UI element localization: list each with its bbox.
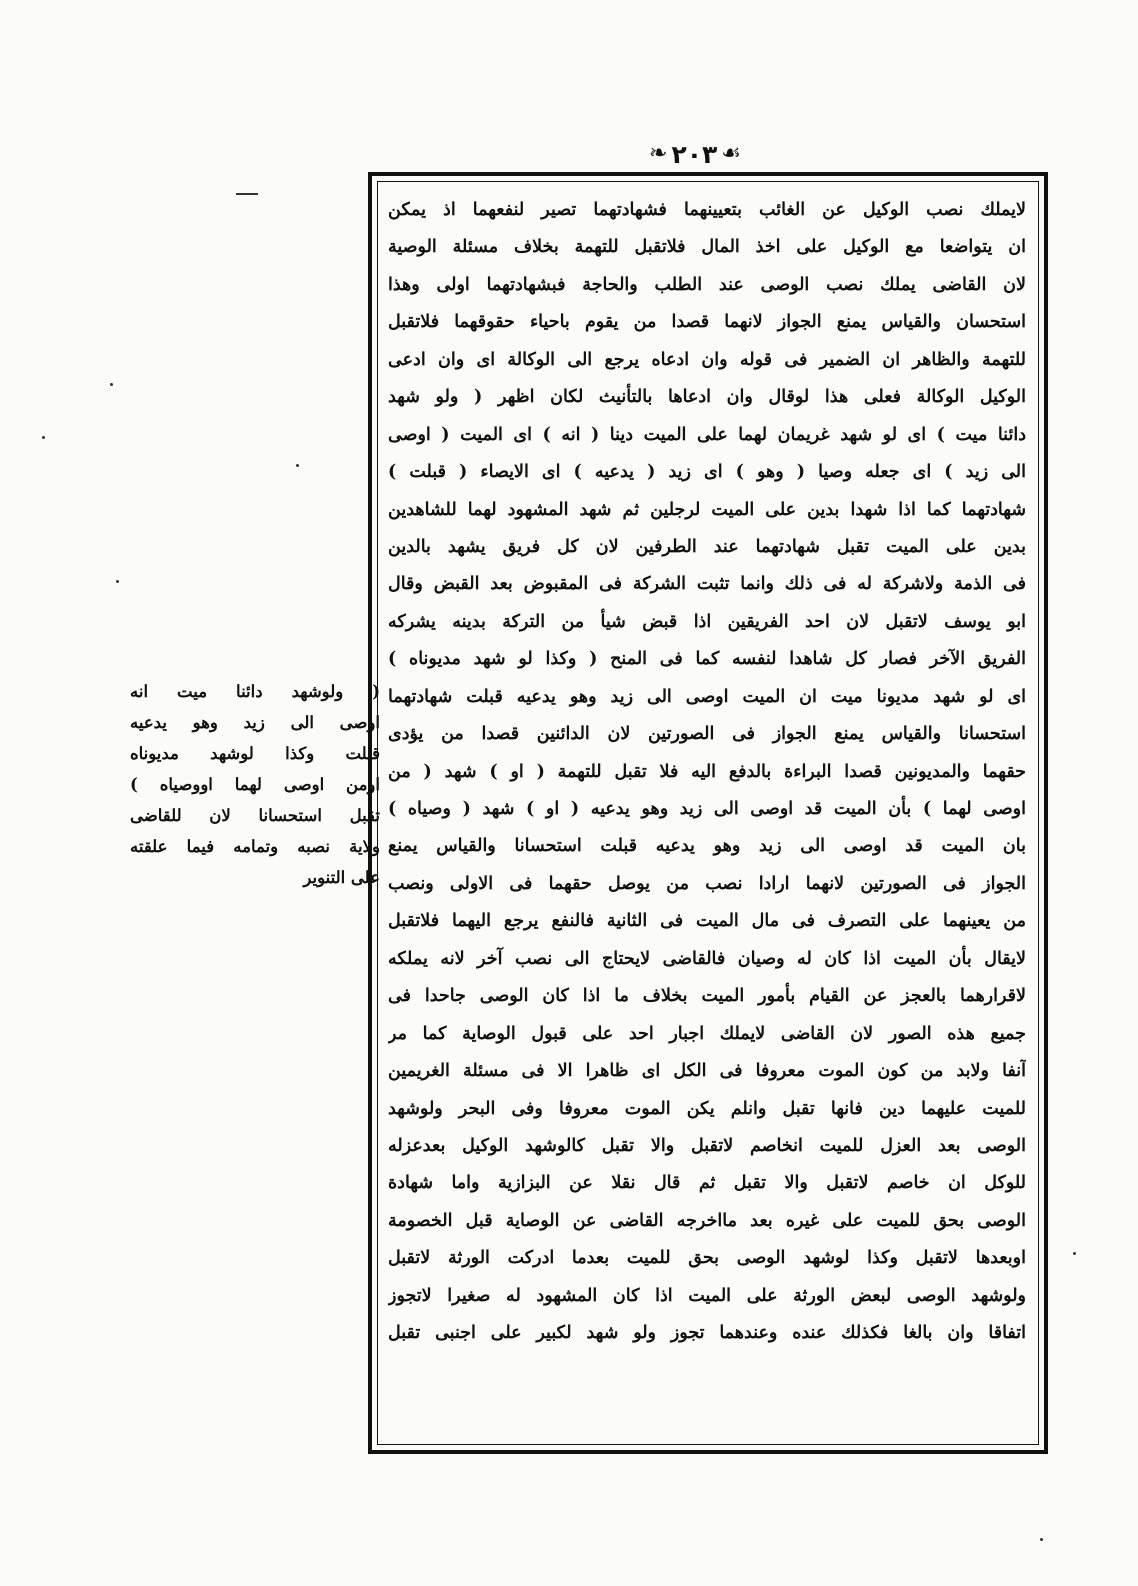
margin-note-line: اومن اوصى لهما اووصياه ): [130, 775, 380, 794]
text-line: الوكيل الوكالة فعلى هذا لوقال وان ادعاها بالتأنيث لكان اظهر ( ولو شهد: [388, 387, 1026, 408]
text-line: جميع هذه الصور لان القاضى لايملك اجبار احد على قبول الوصاية كما مر: [388, 1023, 1026, 1044]
page-number-header: [625, 136, 765, 172]
text-line: اوبعدها لاتقبل وكذا لوشهد الوصى بحق للميت بعدما ادركت الورثة لاتقبل: [388, 1248, 1026, 1269]
text-line: بان الميت قد اوصى الى زيد وهو يدعيه قبلت استحسانا والقياس يمنع: [388, 836, 1026, 857]
text-line: شهادتهما كما اذا شهدا بدين على الميت لرجلين ثم شهد المشهود لهما للشاهدين: [388, 499, 1026, 520]
text-line: ولوشهد الوصى لبعض الورثة على الميت اذا كان المشهود له صغيرا لاتجوز: [388, 1285, 1026, 1306]
text-line: بدين على الميت تقبل شهادتهما عند الطرفين لان كل فريق يشهد بالدين: [388, 536, 1026, 557]
text-line: اى لو شهد مديونا ميت ان الميت اوصى الى زيد وهو يدعيه قبلت شهادتهما: [388, 686, 1026, 707]
margin-note-line: اوصى الى زيد وهو يدعيه: [130, 713, 380, 732]
text-line: للميت عليهما دين فانها تقبل وانلم يكن الموت معروفا وفى البحر ولوشهد: [388, 1098, 1026, 1119]
text-line: الوصى بحق للميت على غيره بعد مااخرجه القاضى عن الوصاية قبل الخصومة: [388, 1210, 1026, 1231]
text-line: ان يتواضعا مع الوكيل على اخذ المال فلاتقبل للتهمة بخلاف مسئلة الوصية: [388, 237, 1026, 258]
margin-note-line: على التنوير: [303, 868, 380, 887]
text-line: فى الذمة ولاشركة له فى ذلك وانما تثبت الشركة فى المقبوض بعد القبض وقال: [388, 574, 1026, 595]
text-line: الفريق الآخر فصار كل شاهدا لنفسه كما فى المنح ( وكذا لو شهد مديوناه ): [388, 649, 1026, 670]
scan-speck: [110, 383, 113, 386]
text-frame: [368, 172, 1048, 1454]
page-number: ٢٠٣: [671, 139, 718, 169]
text-line: للتهمة والظاهر ان الضمير فى قوله وان ادعاه يرجع الى الوكالة اى وان ادعى: [388, 349, 1026, 370]
text-line: لاقرارهما بالعجز عن القيام بأمور الميت بخلاف ما اذا كان الوصى جاحدا فى: [388, 986, 1026, 1007]
text-line: استحسان والقياس يمنع الجواز لانهما قصدا من يقوم باحياء حقوقهما فلاتقبل: [388, 312, 1026, 333]
margin-note-line: قبلت وكذا لوشهد مديوناه: [130, 744, 380, 763]
text-line: ابو يوسف لاتقبل لان احد الفريقين اذا قبض شيأ من التركة بدينه يشركه: [388, 611, 1026, 632]
text-line: من يعينهما على التصرف فى مال الميت فى الثانية فالنفع يرجع اليهما فلاتقبل: [388, 911, 1026, 932]
text-line: استحسانا والقياس يمنع الجواز فى الصورتين لان الدائنين قصدا من يؤدى: [388, 724, 1026, 745]
text-line: لايملك نصب الوكيل عن الغائب بتعيينهما فشهادتهما تصير لنفعهما اذ يمكن: [388, 200, 1026, 220]
margin-note: [130, 676, 380, 893]
margin-note-line: ( ولوشهد دائنا ميت انه: [130, 682, 380, 701]
scan-speck: [1073, 1252, 1076, 1255]
ornament-left-icon: ❧: [649, 141, 668, 166]
text-line: الى زيد ) اى جعله وصيا ( وهو ) اى زيد ( يدعيه ) اى الايصاء ( قبلت ): [388, 462, 1026, 483]
text-line: لان القاضى يملك نصب الوصى عند الطلب والحاجة فبشهادتهما اولى وهذا: [388, 274, 1026, 295]
scan-speck: [42, 436, 45, 439]
text-line: اتفاقا وان بالغا فكذلك عنده وعندهما تجوز ولو شهد لكبير على اجنبى تقبل: [388, 1323, 1026, 1344]
text-line: اوصى لهما ) بأن الميت قد اوصى الى زيد وهو يدعيه ( او ) شهد ( وصياه ): [388, 799, 1026, 819]
text-line: حقهما والمديونين قصدا البراءة بالدفع اليه فلا تقبل للتهمة ( او ) شهد ( من: [388, 761, 1026, 782]
scan-speck: [1040, 1538, 1043, 1541]
text-line: الجواز فى الصورتين لانهما ارادا نصب من يوصل حقهما فى الاولى ونصب: [388, 873, 1026, 894]
main-text-block: [377, 181, 1039, 1445]
margin-note-line: ولاية نصبه وتمامه فيما علقته: [130, 837, 380, 856]
text-line: الوصى بعد العزل للميت انخاصم لاتقبل والا تقبل كالوشهد الوكيل بعدعزله: [388, 1135, 1026, 1156]
text-line: آنفا ولابد من كون الموت معروفا فى الكل اى ظاهرا الا فى مسئلة الغريمين: [388, 1061, 1026, 1082]
scan-speck: [296, 464, 299, 467]
scan-speck: [116, 580, 119, 583]
text-line: للوكل ان خاصم لاتقبل والا تقبل ثم قال نقلا عن البزازية واما شهادة: [388, 1173, 1026, 1194]
text-line: دائنا ميت ) اى لو شهد غريمان لهما على الميت دينا ( انه ) اى الميت ( اوصى: [388, 424, 1026, 445]
text-line: لايقال بأن الميت اذا كان له وصيان فالقاضى لايحتاج الى نصب آخر لانه يملكه: [388, 948, 1026, 969]
scan-dash: [236, 193, 258, 195]
margin-note-line: تقبل استحسانا لان للقاضى: [130, 806, 380, 825]
ornament-right-icon: ☙: [721, 141, 741, 166]
